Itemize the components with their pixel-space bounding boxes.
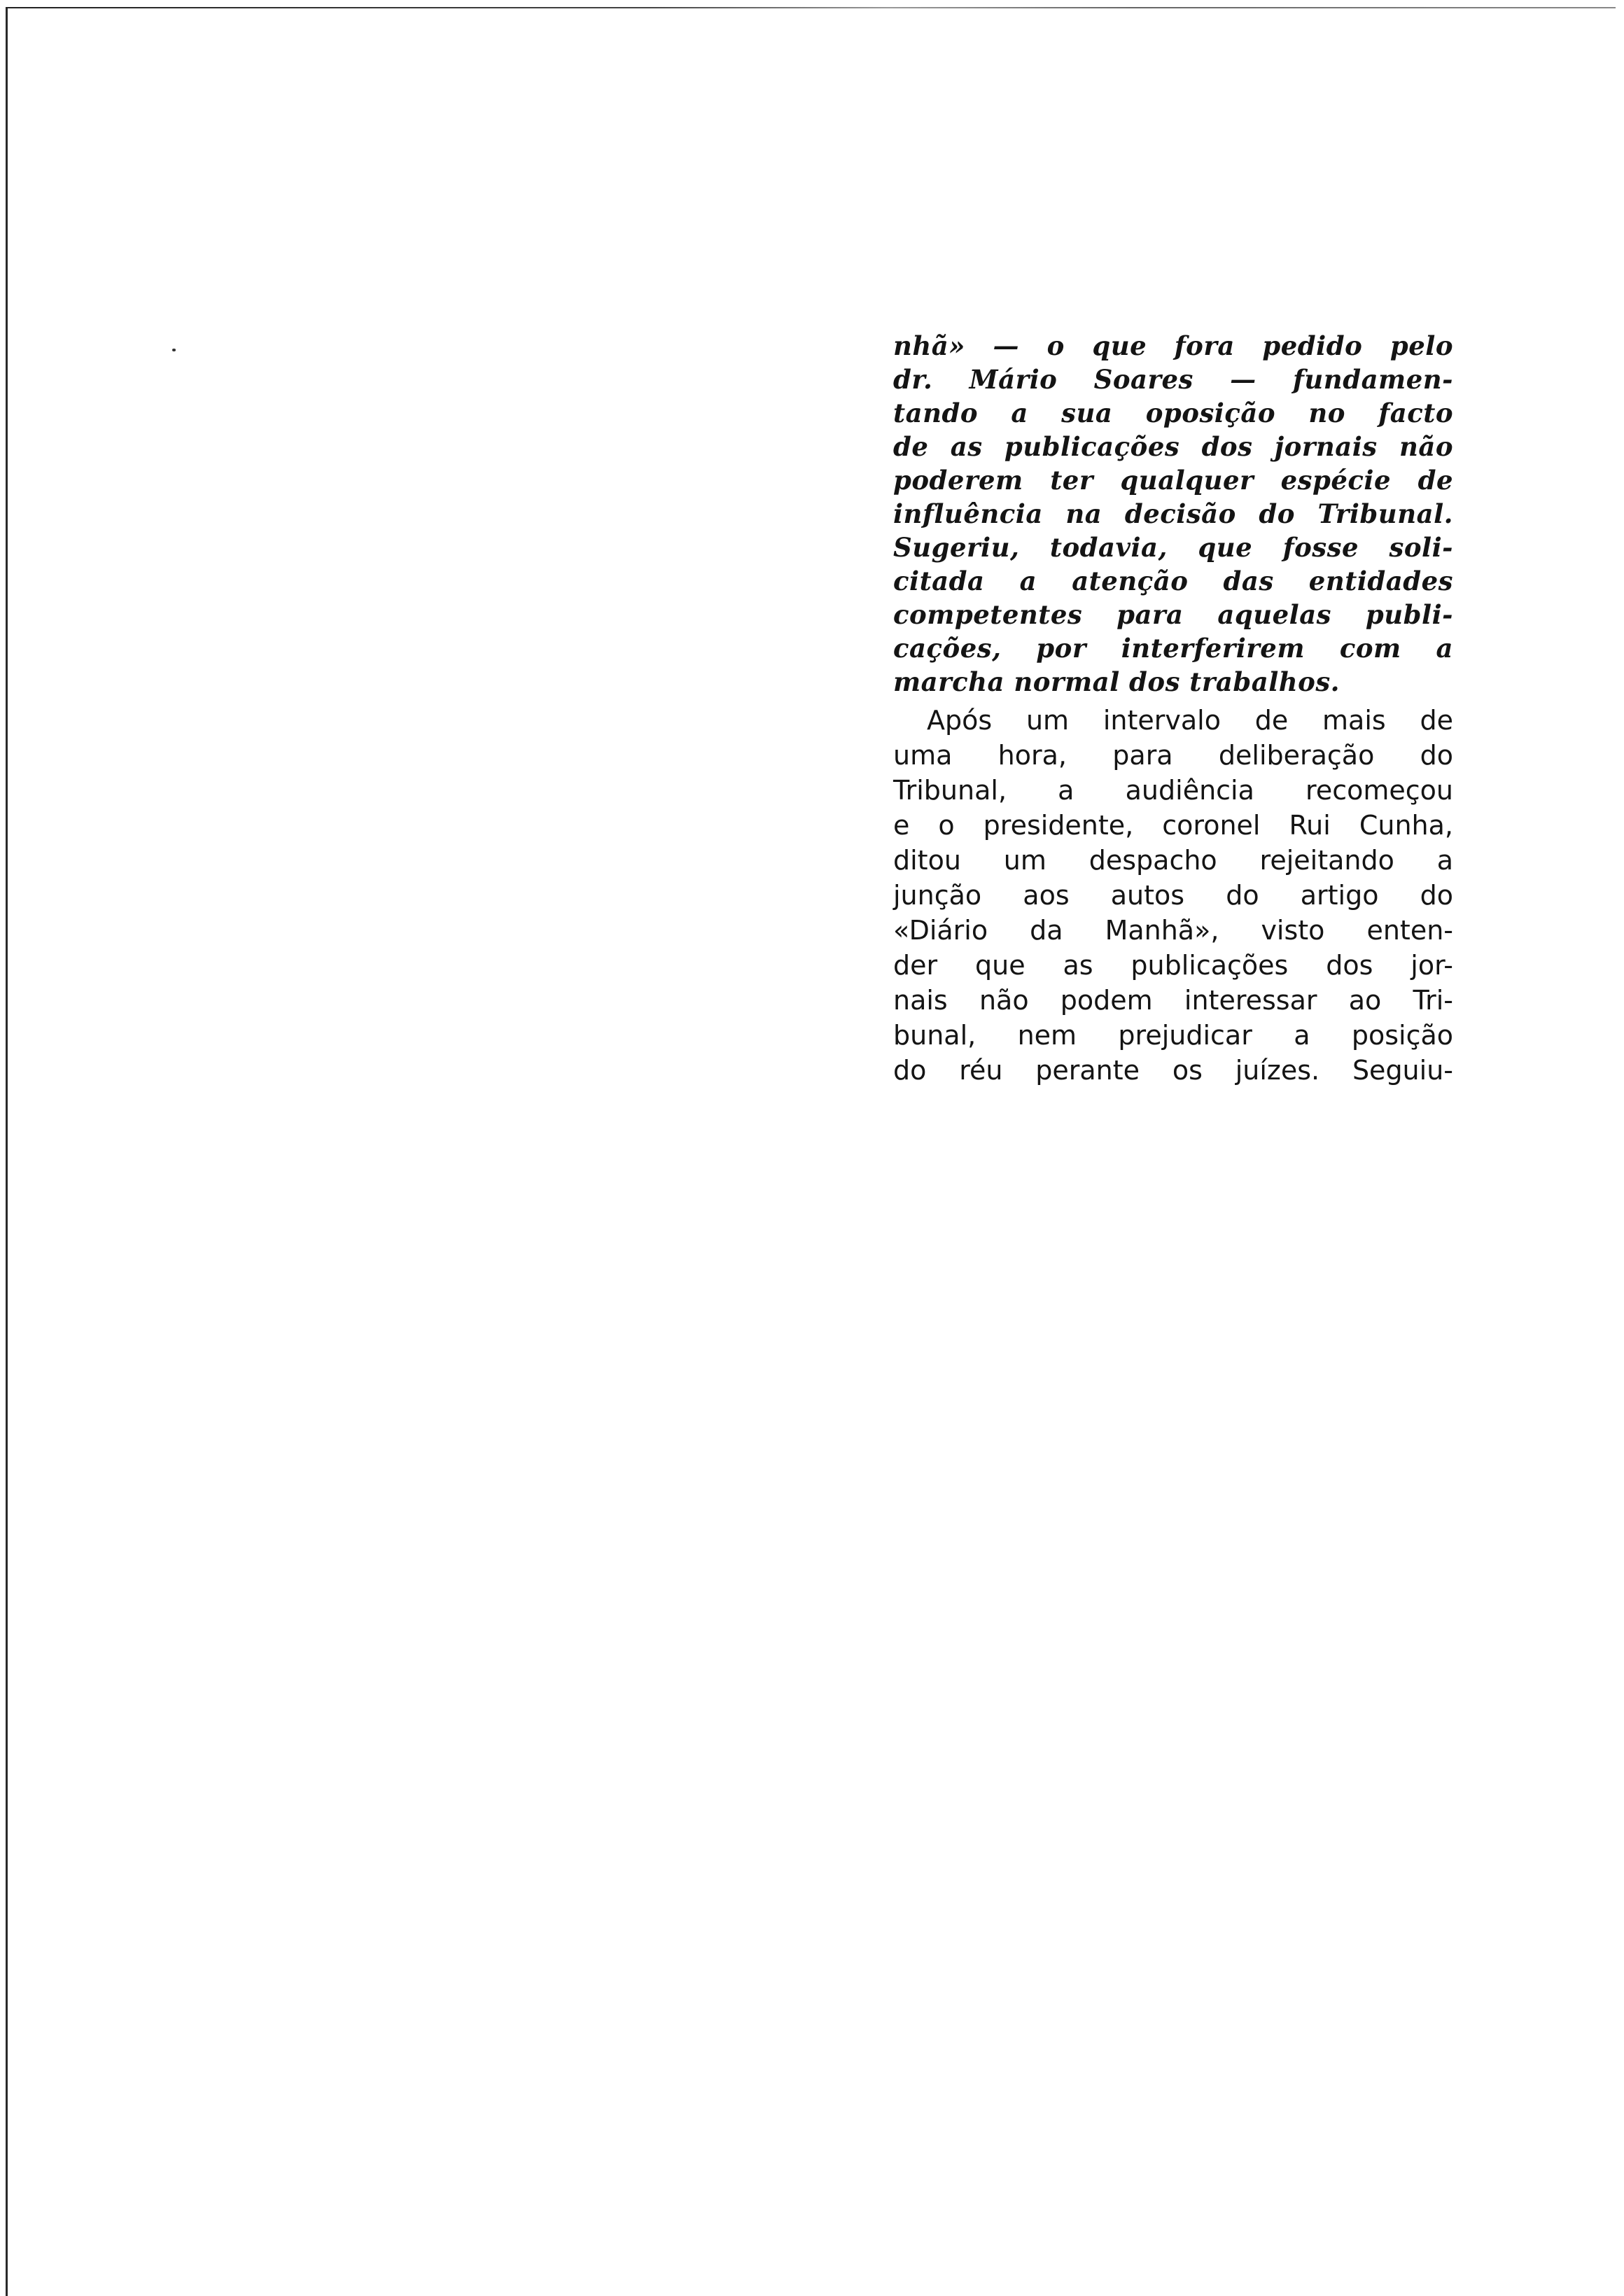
text-line: junção aos autos do artigo do (893, 880, 1453, 911)
text-line: e o presidente, coronel Rui Cunha, (893, 810, 1453, 841)
text-line: Tribunal, a audiência recomeçou (893, 775, 1453, 806)
text-line: poderem ter qualquer espécie de (893, 465, 1453, 496)
text-line: uma hora, para deliberação do (893, 740, 1453, 771)
text-line: bunal, nem prejudicar a posição (893, 1020, 1453, 1051)
text-line: de as publicações dos jornais não (893, 431, 1453, 462)
text-line: do réu perante os juízes. Seguiu- (893, 1055, 1453, 1086)
roman-paragraph (893, 703, 1453, 1088)
text-line: dr. Mário Soares — fundamen- (893, 364, 1453, 395)
article-column (893, 329, 1453, 1088)
text-line: nhã» — o que fora pedido pelo (893, 330, 1453, 361)
text-line: der que as publicações dos jor- (893, 950, 1453, 981)
scan-border-top (6, 7, 1616, 8)
scan-border-left (6, 7, 8, 2296)
text-line: ditou um despacho rejeitando a (893, 845, 1453, 876)
text-line: Após um intervalo de mais de (927, 705, 1453, 736)
italic-paragraph (893, 329, 1453, 699)
text-line: «Diário da Manhã», visto enten- (893, 915, 1453, 946)
text-line: tando a sua oposição no facto (893, 398, 1453, 428)
text-line: competentes para aquelas publi- (893, 599, 1453, 630)
text-line: cações, por interferirem com a (893, 633, 1453, 664)
text-line: nais não podem interessar ao Tri- (893, 985, 1453, 1016)
text-line: influência na decisão do Tribunal. (893, 498, 1453, 529)
text-line: citada a atenção das entidades (893, 566, 1453, 596)
text-line: marcha normal dos trabalhos. (893, 666, 1340, 697)
scan-speck (172, 349, 176, 351)
text-line: Sugeriu, todavia, que fosse soli- (893, 532, 1453, 563)
